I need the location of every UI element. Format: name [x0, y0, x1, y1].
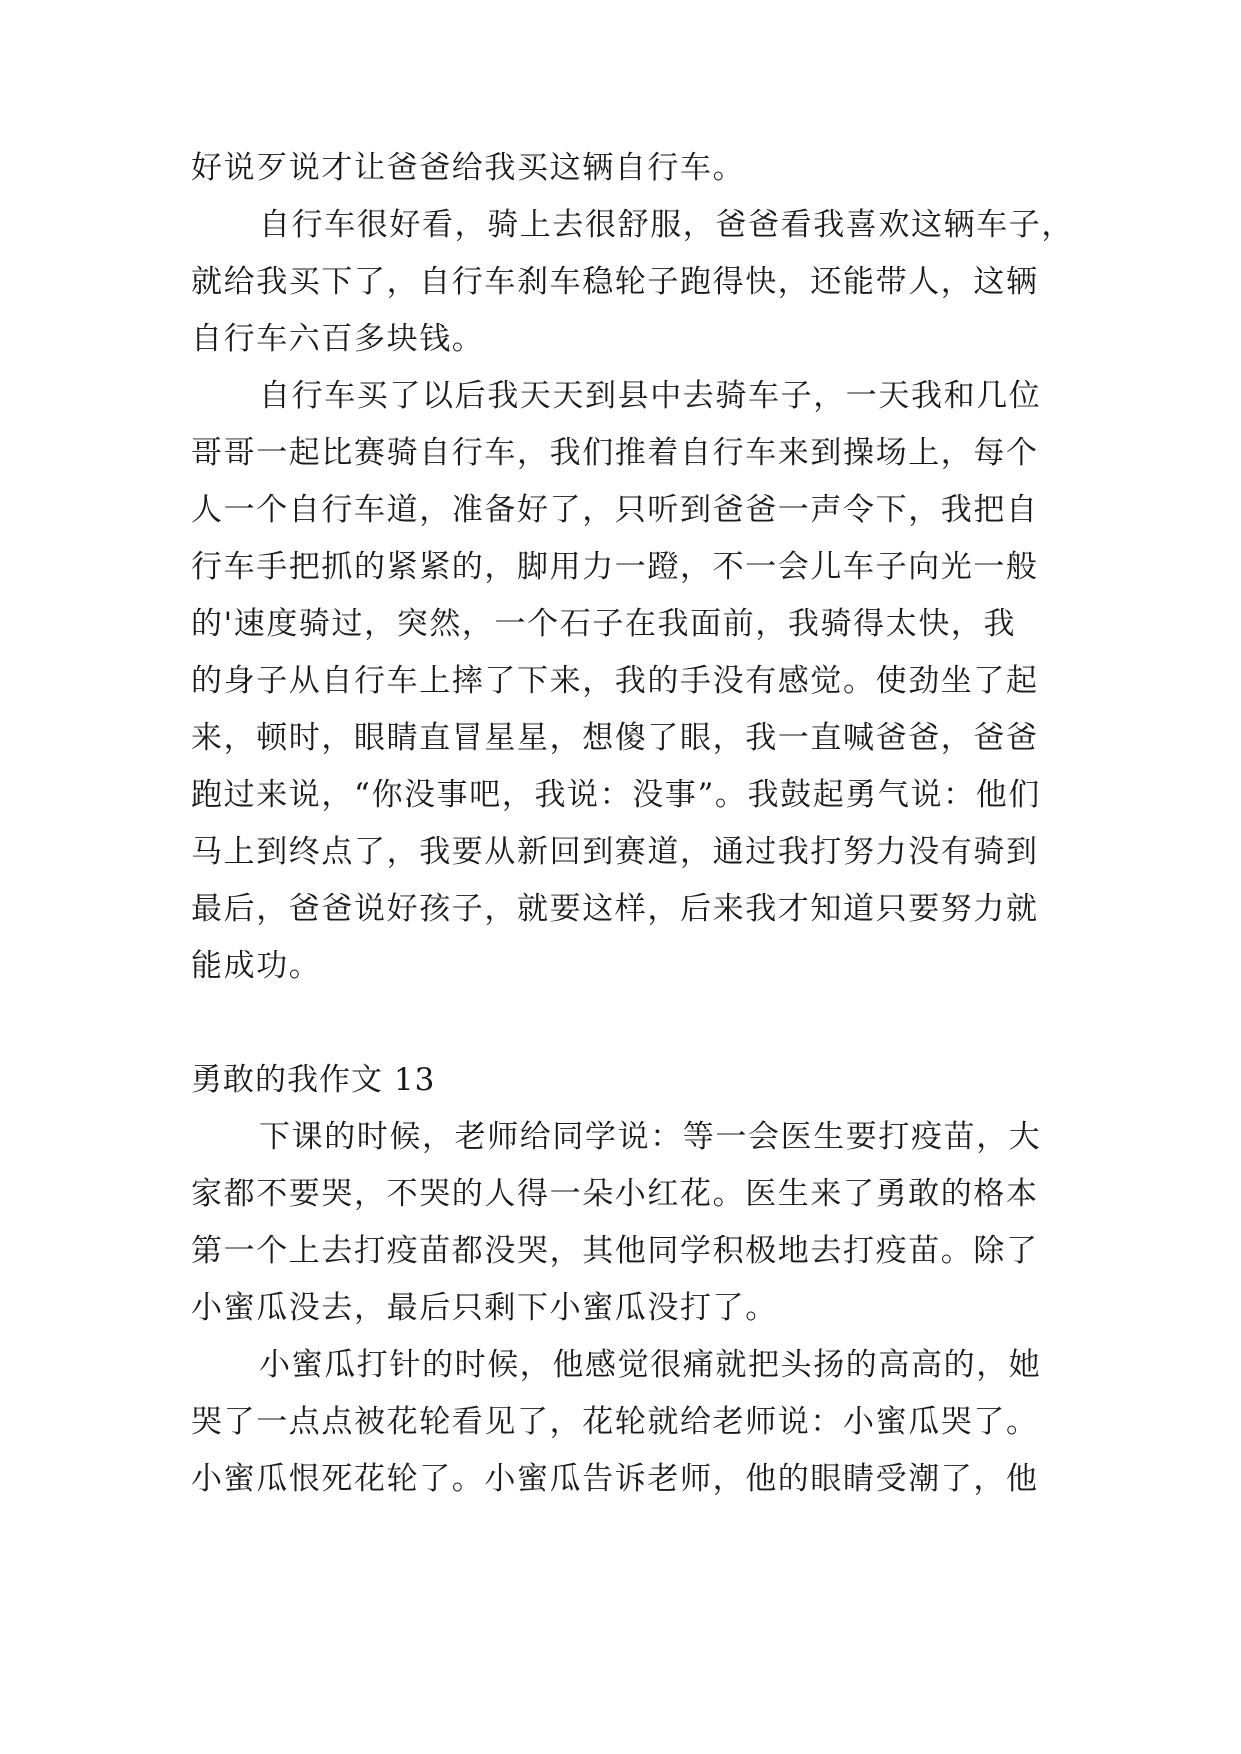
- text-line: 哭了一点点被花轮看见了，花轮就给老师说：小蜜瓜哭了。: [191, 1404, 1039, 1440]
- text-line: 人一个自行车道，准备好了，只听到爸爸一声令下，我把自: [191, 492, 1039, 528]
- text-line: 第一个上去打疫苗都没哭，其他同学积极地去打疫苗。除了: [191, 1233, 1039, 1269]
- text-line: 能成功。: [191, 948, 322, 984]
- text-line: 的'速度骑过，突然，一个石子在我面前，我骑得太快，我: [191, 606, 1017, 642]
- text-line: 自行车六百多块钱。: [191, 321, 485, 357]
- text-line: 家都不要哭，不哭的人得一朵小红花。医生来了勇敢的格本: [191, 1176, 1039, 1212]
- text-line: 哥哥一起比赛骑自行车，我们推着自行车来到操场上，每个: [191, 435, 1039, 471]
- text-line: 小蜜瓜没去，最后只剩下小蜜瓜没打了。: [191, 1290, 778, 1326]
- text-line: 好说歹说才让爸爸给我买这辆自行车。: [191, 150, 746, 186]
- paragraph-first-line: 自行车买了以后我天天到县中去骑车子，一天我和几位: [259, 378, 1042, 414]
- text-line: 最后，爸爸说好孩子，就要这样，后来我才知道只要努力就: [191, 891, 1039, 927]
- text-line: 小蜜瓜恨死花轮了。小蜜瓜告诉老师，他的眼睛受潮了，他: [191, 1461, 1039, 1497]
- text-line: 跑过来说，“你没事吧，我说：没事”。我鼓起勇气说：他们: [191, 777, 1041, 813]
- paragraph-first-line: 小蜜瓜打针的时候，他感觉很痛就把头扬的高高的，她: [259, 1347, 1042, 1383]
- paragraph-first-line: 下课的时候，老师给同学说：等一会医生要打疫苗，大: [259, 1119, 1042, 1155]
- paragraph-first-line: 自行车很好看，骑上去很舒服，爸爸看我喜欢这辆车子，: [259, 207, 1074, 243]
- section-heading: 勇敢的我作文 13: [191, 1062, 436, 1098]
- text-line: 来，顿时，眼睛直冒星星，想傻了眼，我一直喊爸爸，爸爸: [191, 720, 1039, 756]
- text-line: 马上到终点了，我要从新回到赛道，通过我打努力没有骑到: [191, 834, 1039, 870]
- text-line: 的身子从自行车上摔了下来，我的手没有感觉。使劲坐了起: [191, 663, 1039, 699]
- text-line: 行车手把抓的紧紧的，脚用力一蹬，不一会儿车子向光一般: [191, 549, 1039, 585]
- text-line: 就给我买下了，自行车刹车稳轮子跑得快，还能带人，这辆: [191, 264, 1039, 300]
